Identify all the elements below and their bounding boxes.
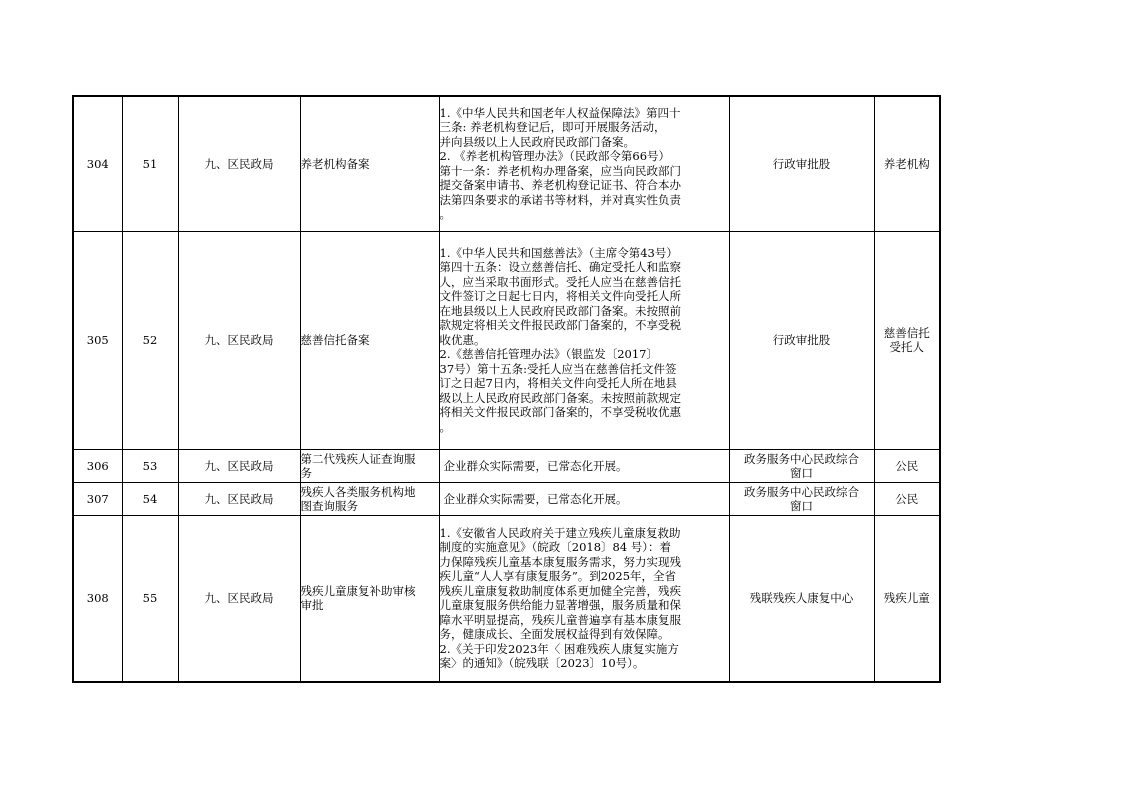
- item-name-cell: 残疾人各类服务机构地 图查询服务: [300, 482, 439, 515]
- handling-unit-cell: 残联残疾人康复中心: [729, 515, 874, 682]
- seq-cell: 308: [73, 515, 122, 682]
- seq-cell: 305: [73, 231, 122, 449]
- sub-seq-cell: 54: [122, 482, 178, 515]
- service-target-cell: 残疾儿童: [874, 515, 940, 682]
- item-name-cell: 慈善信托备案: [300, 231, 439, 449]
- handling-unit-cell: 行政审批股: [729, 96, 874, 231]
- seq-cell: 304: [73, 96, 122, 231]
- table-row: [73, 515, 940, 682]
- legal-basis-cell: 企业群众实际需要，已常态化开展。: [439, 482, 729, 515]
- table-row: [73, 482, 940, 515]
- sub-seq-cell: 55: [122, 515, 178, 682]
- table-row: [73, 96, 940, 231]
- item-name-cell: 第二代残疾人证查询服 务: [300, 449, 439, 482]
- service-target-cell: 养老机构: [874, 96, 940, 231]
- service-target-cell: 慈善信托 受托人: [874, 231, 940, 449]
- table-row: [73, 449, 940, 482]
- service-target-cell: 公民: [874, 482, 940, 515]
- department-cell: 九、区民政局: [178, 231, 300, 449]
- table-row: [73, 231, 940, 449]
- sub-seq-cell: 52: [122, 231, 178, 449]
- department-cell: 九、区民政局: [178, 482, 300, 515]
- legal-basis-cell: 1.《中华人民共和国老年人权益保障法》第四十 三条: 养老机构登记后，即可开展服务活动， 并向县级以上人民政府民政部门备案。 2. 《养老机构管理办法》（民政部令第66号） 第十一条：养老机构办理备案，应当向民政部门 提交备案申请书、养老机构登记证书、符合本办 法第四条要求的承诺书等材料，并对真实性负责 。: [439, 96, 729, 231]
- item-name-cell: 残疾儿童康复补助审核 审批: [300, 515, 439, 682]
- sub-seq-cell: 51: [122, 96, 178, 231]
- department-cell: 九、区民政局: [178, 449, 300, 482]
- seq-cell: 306: [73, 449, 122, 482]
- handling-unit-cell: 政务服务中心民政综合 窗口: [729, 449, 874, 482]
- sub-seq-cell: 53: [122, 449, 178, 482]
- service-items-table: [72, 95, 941, 683]
- service-target-cell: 公民: [874, 449, 940, 482]
- legal-basis-cell: 企业群众实际需要，已常态化开展。: [439, 449, 729, 482]
- item-name-cell: 养老机构备案: [300, 96, 439, 231]
- legal-basis-cell: 1.《安徽省人民政府关于建立残疾儿童康复救助 制度的实施意见》（皖政〔2018〕84 号）：着 力保障残疾儿童基本康复服务需求，努力实现残 疾儿童“人人享有康复服务”。到2025年，全省 残疾儿童康复救助制度体系更加健全完善，残疾 儿童康复服务供给能力显著增强，服务质量和保 障水平明显提高，残疾儿童普遍享有基本康复服 务，健康成长、全面发展权益得到有效保障。 2.《关于印发2023年〈 困难残疾人康复实施方 案〉的通知》（皖残联〔2023〕10号）。: [439, 515, 729, 682]
- legal-basis-cell: 1.《中华人民共和国慈善法》（主席令第43号） 第四十五条：设立慈善信托、确定受托人和监察 人，应当采取书面形式。受托人应当在慈善信托 文件签订之日起七日内，将相关文件向受托人所 在地县级以上人民政府民政部门备案。未按照前 款规定将相关文件报民政部门备案的，不享受税 收优惠。 2.《慈善信托管理办法》（银监发〔2017〕 37号）第十五条:受托人应当在慈善信托文件签 订之日起7日内，将相关文件向受托人所在地县 级以上人民政府民政部门备案。未按照前款规定 将相关文件报民政部门备案的，不享受税收优惠 。: [439, 231, 729, 449]
- department-cell: 九、区民政局: [178, 96, 300, 231]
- handling-unit-cell: 行政审批股: [729, 231, 874, 449]
- handling-unit-cell: 政务服务中心民政综合 窗口: [729, 482, 874, 515]
- department-cell: 九、区民政局: [178, 515, 300, 682]
- seq-cell: 307: [73, 482, 122, 515]
